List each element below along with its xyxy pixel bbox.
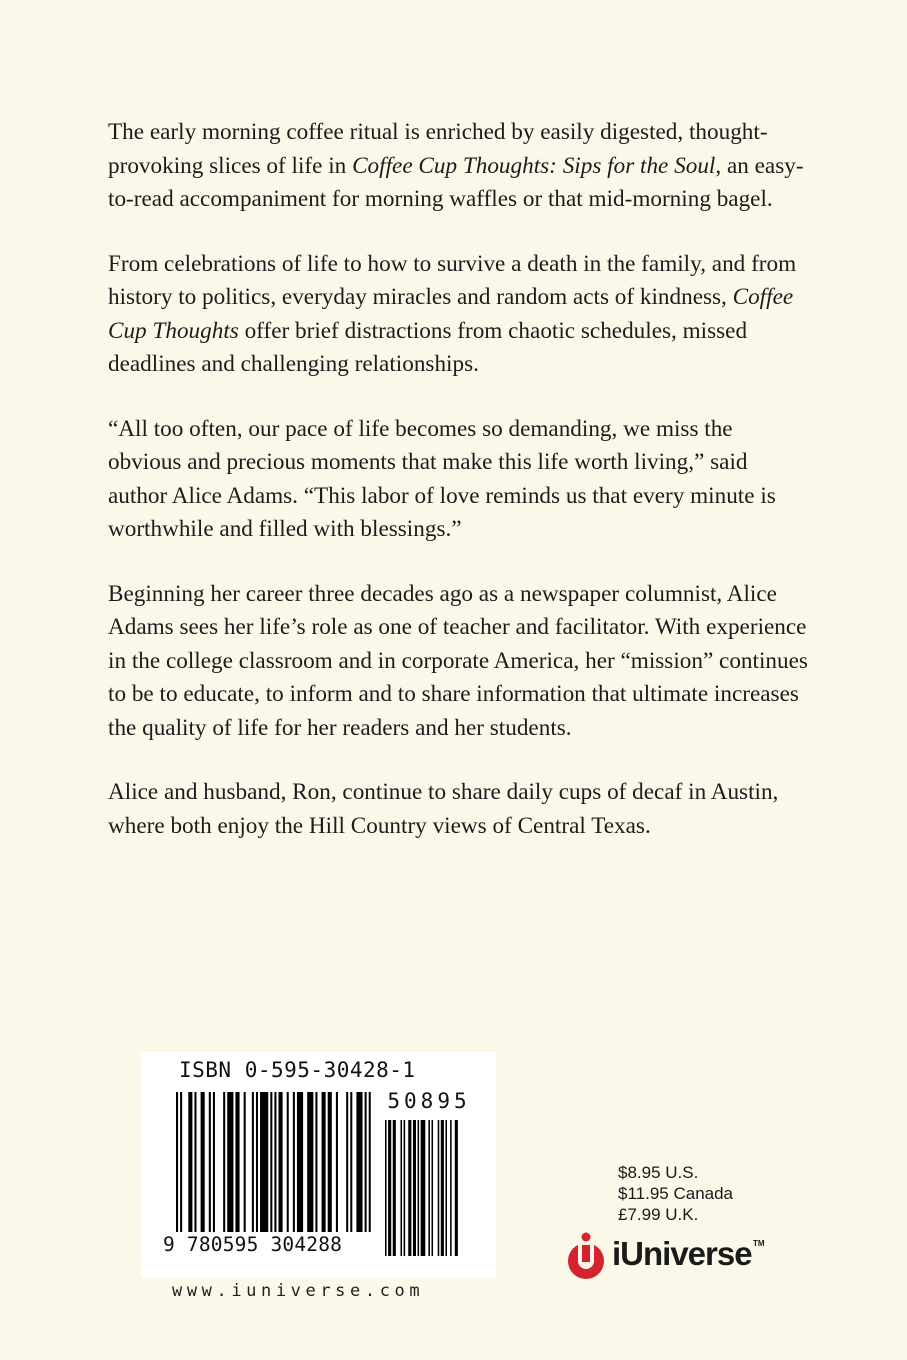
barcode-bar	[287, 1092, 289, 1232]
barcode-bar	[356, 1092, 362, 1232]
barcode-bar	[209, 1092, 211, 1232]
barcode-bar	[404, 1120, 406, 1256]
barcode-bar	[235, 1092, 239, 1232]
barcode-bar	[227, 1092, 233, 1232]
isbn-label: ISBN 0-595-30428-1	[179, 1058, 416, 1082]
barcode-bar	[274, 1092, 276, 1232]
book-title: Coffee Cup Thoughts: Sips for the Soul	[352, 152, 716, 179]
blurb-paragraph-2: From celebrations of life to how to survive a death in the family, and from history to politics, everyday miracles and random acts of kindness, Coffee Cup Thoughts offer brief distractions from chaotic schedules, missed deadlines and challenging relationships.	[108, 250, 797, 377]
barcode-bar	[223, 1092, 225, 1232]
barcode-bar	[388, 1120, 391, 1256]
barcode-bar	[270, 1092, 272, 1232]
price-canada: $11.95 Canada	[618, 1184, 734, 1203]
barcode-bar	[322, 1092, 326, 1232]
barcode-bar	[252, 1092, 254, 1232]
blurb-paragraph-5: Alice and husband, Ron, continue to share daily cups of decaf in Austin, where both enjoy the Hill Country views of Central Texas.	[108, 779, 779, 839]
barcode-bar	[297, 1092, 303, 1232]
barcode-bar	[256, 1092, 258, 1232]
publisher-website: www.iuniverse.com	[172, 1281, 425, 1301]
back-cover-blurb	[108, 116, 808, 874]
price-us: $8.95 U.S.	[618, 1163, 699, 1182]
barcode-bar	[385, 1120, 387, 1256]
barcode-bar	[180, 1092, 182, 1232]
price-uk: £7.99 U.K.	[618, 1205, 699, 1224]
barcode-bar	[393, 1120, 396, 1256]
barcode-bar	[350, 1092, 352, 1232]
barcode-bar	[418, 1120, 420, 1256]
trademark-symbol: TM	[753, 1239, 765, 1248]
addon-barcode-bars	[385, 1120, 473, 1256]
barcode-bar	[336, 1092, 338, 1232]
price-addon-digits: 50895	[387, 1089, 471, 1113]
barcode-bar	[213, 1092, 215, 1232]
blurb-paragraph-1: The early morning coffee ritual is enriched by easily digested, thought-provoking slices of life in Coffee Cup Thoughts: Sips for the Soul, an easy-to-read accompaniment for morning waffles or that mid-morning bagel.	[108, 119, 804, 212]
barcode-bar	[365, 1092, 367, 1232]
barcode-bar	[450, 1120, 452, 1256]
barcode-bar	[293, 1092, 295, 1232]
barcode-bar	[194, 1092, 196, 1232]
barcode-bar	[428, 1120, 430, 1256]
publisher-name: iUniverse	[612, 1235, 752, 1272]
barcode-bar	[408, 1120, 411, 1256]
barcode-bar	[201, 1092, 205, 1232]
barcode-bar	[432, 1120, 434, 1256]
blurb-paragraph-3: “All too often, our pace of life becomes so demanding, we miss the obvious and precious moments that make this life worth living,” said author Alice Adams. “This labor of love reminds us that every minute is worthwhile and filled with blessings.”	[108, 415, 776, 542]
price-list	[618, 1162, 733, 1225]
ean-barcode-bars	[176, 1092, 371, 1256]
barcode-bar	[438, 1120, 440, 1256]
book-title-short: Coffee Cup Thoughts	[108, 284, 794, 344]
barcode-bar	[445, 1120, 447, 1256]
barcode-bar	[328, 1092, 332, 1232]
barcode-bar	[413, 1120, 416, 1256]
barcode-bar	[401, 1120, 403, 1256]
ean-digits: 9 780595 304288	[163, 1233, 383, 1256]
barcode-bar	[176, 1092, 178, 1232]
barcode-bar	[346, 1092, 348, 1232]
iuniverse-logo-icon	[565, 1231, 607, 1283]
isbn-barcode	[141, 1052, 496, 1278]
barcode-bar	[279, 1092, 283, 1232]
blurb-paragraph-4: Beginning her career three decades ago as a newspaper columnist, Alice Adams sees her life’s role as one of teacher and facilitator. With experience in the college classroom and in corporate America, her “mission” continues to be to educate, to inform and to share information that ultimate increases the quality of life for her readers and her students.	[108, 580, 808, 741]
publisher-logo	[565, 1231, 785, 1287]
barcode-bar	[369, 1092, 371, 1232]
barcode-bar	[421, 1120, 426, 1256]
barcode-bar	[455, 1120, 458, 1256]
barcode-bar	[244, 1092, 246, 1232]
barcode-bar	[188, 1092, 192, 1232]
barcode-bar	[307, 1092, 313, 1232]
barcode-bar	[260, 1092, 268, 1232]
barcode-bar	[441, 1120, 444, 1256]
barcode-bar	[315, 1092, 317, 1232]
